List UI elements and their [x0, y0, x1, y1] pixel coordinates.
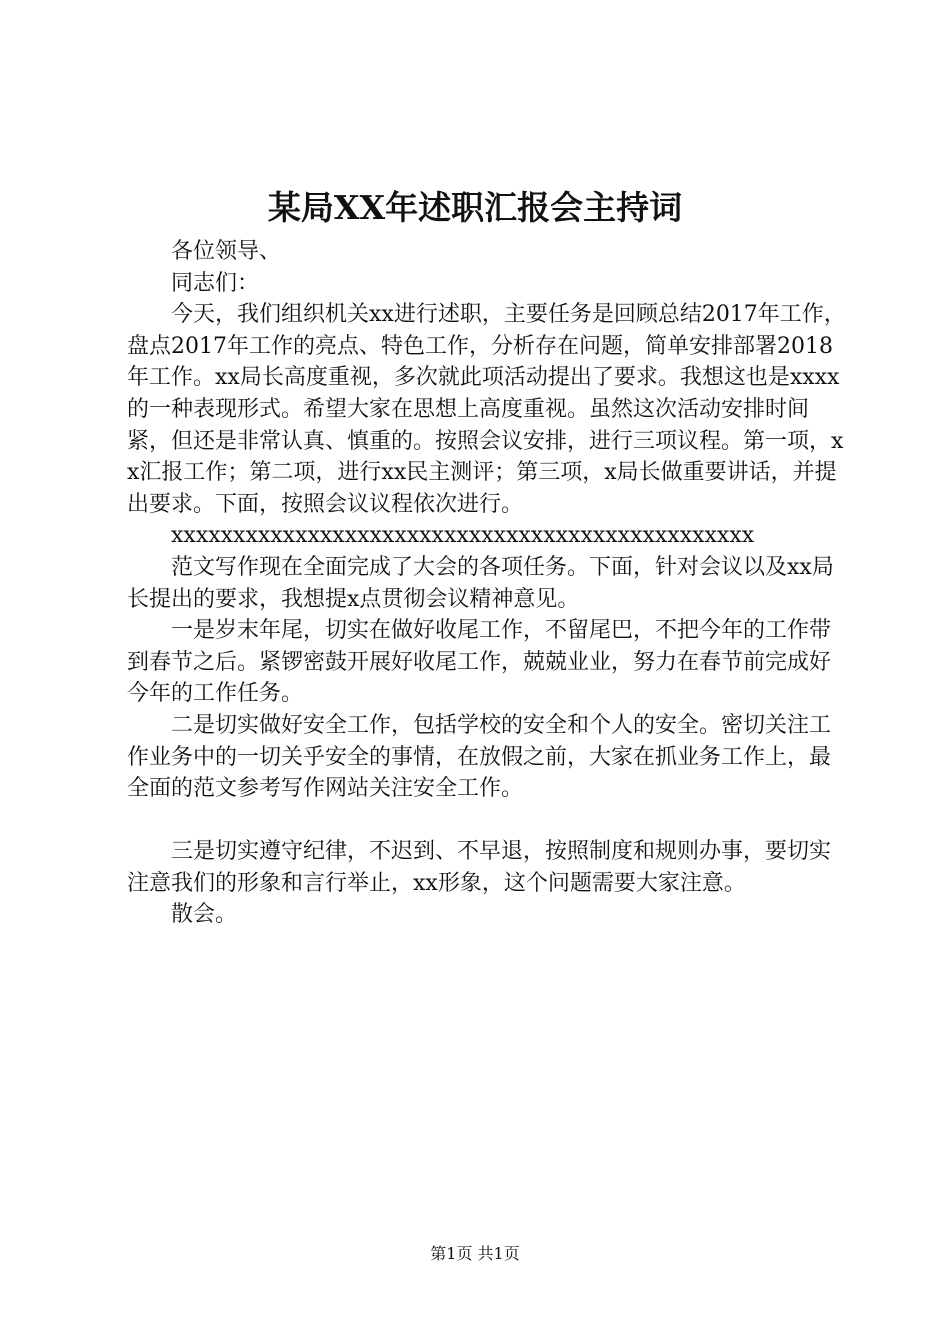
- salutation-leaders: 各位领导、: [171, 239, 282, 264]
- salutation-comrades: 同志们：: [171, 270, 260, 296]
- paragraph-point-two: 二是切实做好安全工作，包括学校的安全和个人的安全。密切关注工作业务中的一切关乎安全的事情，在放假之前，大家在抓业务工作上，最全面的范文参考写作网站关注安全工作。: [127, 712, 832, 802]
- paragraph-point-three: 三是切实遵守纪律，不迟到、不早退，按照制度和规则办事，要切实注意我们的形象和言行举止，xx形象，这个问题需要大家注意。: [127, 839, 832, 896]
- paragraph-summary: 范文写作现在全面完成了大会的各项任务。下面，针对会议以及xx局长提出的要求，我想提x点贯彻会议精神意见。: [127, 554, 834, 612]
- paragraph-opening: 今天，我们组织机关xx进行述职，主要任务是回顾总结2017年工作，盘点2017年工作的亮点、特色工作，分析存在问题，简单安排部署2018年工作。xx局长高度重视，多次就此项活动提出了要求。我想这也是xxxx的一种表现形式。希望大家在思想上高度重视。虽然这次活动安排时间紧，但还是非常认真、慎重的。按照会议安排，进行三项议程。第一项，xx汇报工作；第二项，进行xx民主测评；第三项，x局长做重要讲话，并提出要求。下面，按照会议议程依次进行。: [127, 302, 846, 517]
- blank-line: [127, 805, 847, 837]
- page-footer: 第1页 共1页: [430, 1244, 520, 1263]
- document-title: 某局XX年述职汇报会主持词: [267, 188, 683, 227]
- paragraph-point-one: 一是岁末年尾，切实在做好收尾工作，不留尾巴，不把今年的工作带到春节之后。紧锣密鼓开展好收尾工作，兢兢业业，努力在春节前完成好今年的工作任务。: [127, 618, 832, 707]
- paragraph-separator: xxxxxxxxxxxxxxxxxxxxxxxxxxxxxxxxxxxxxxxxxxxxxxx: [171, 523, 755, 549]
- document-body: [127, 236, 847, 931]
- paragraph-closing: 散会。: [171, 902, 238, 928]
